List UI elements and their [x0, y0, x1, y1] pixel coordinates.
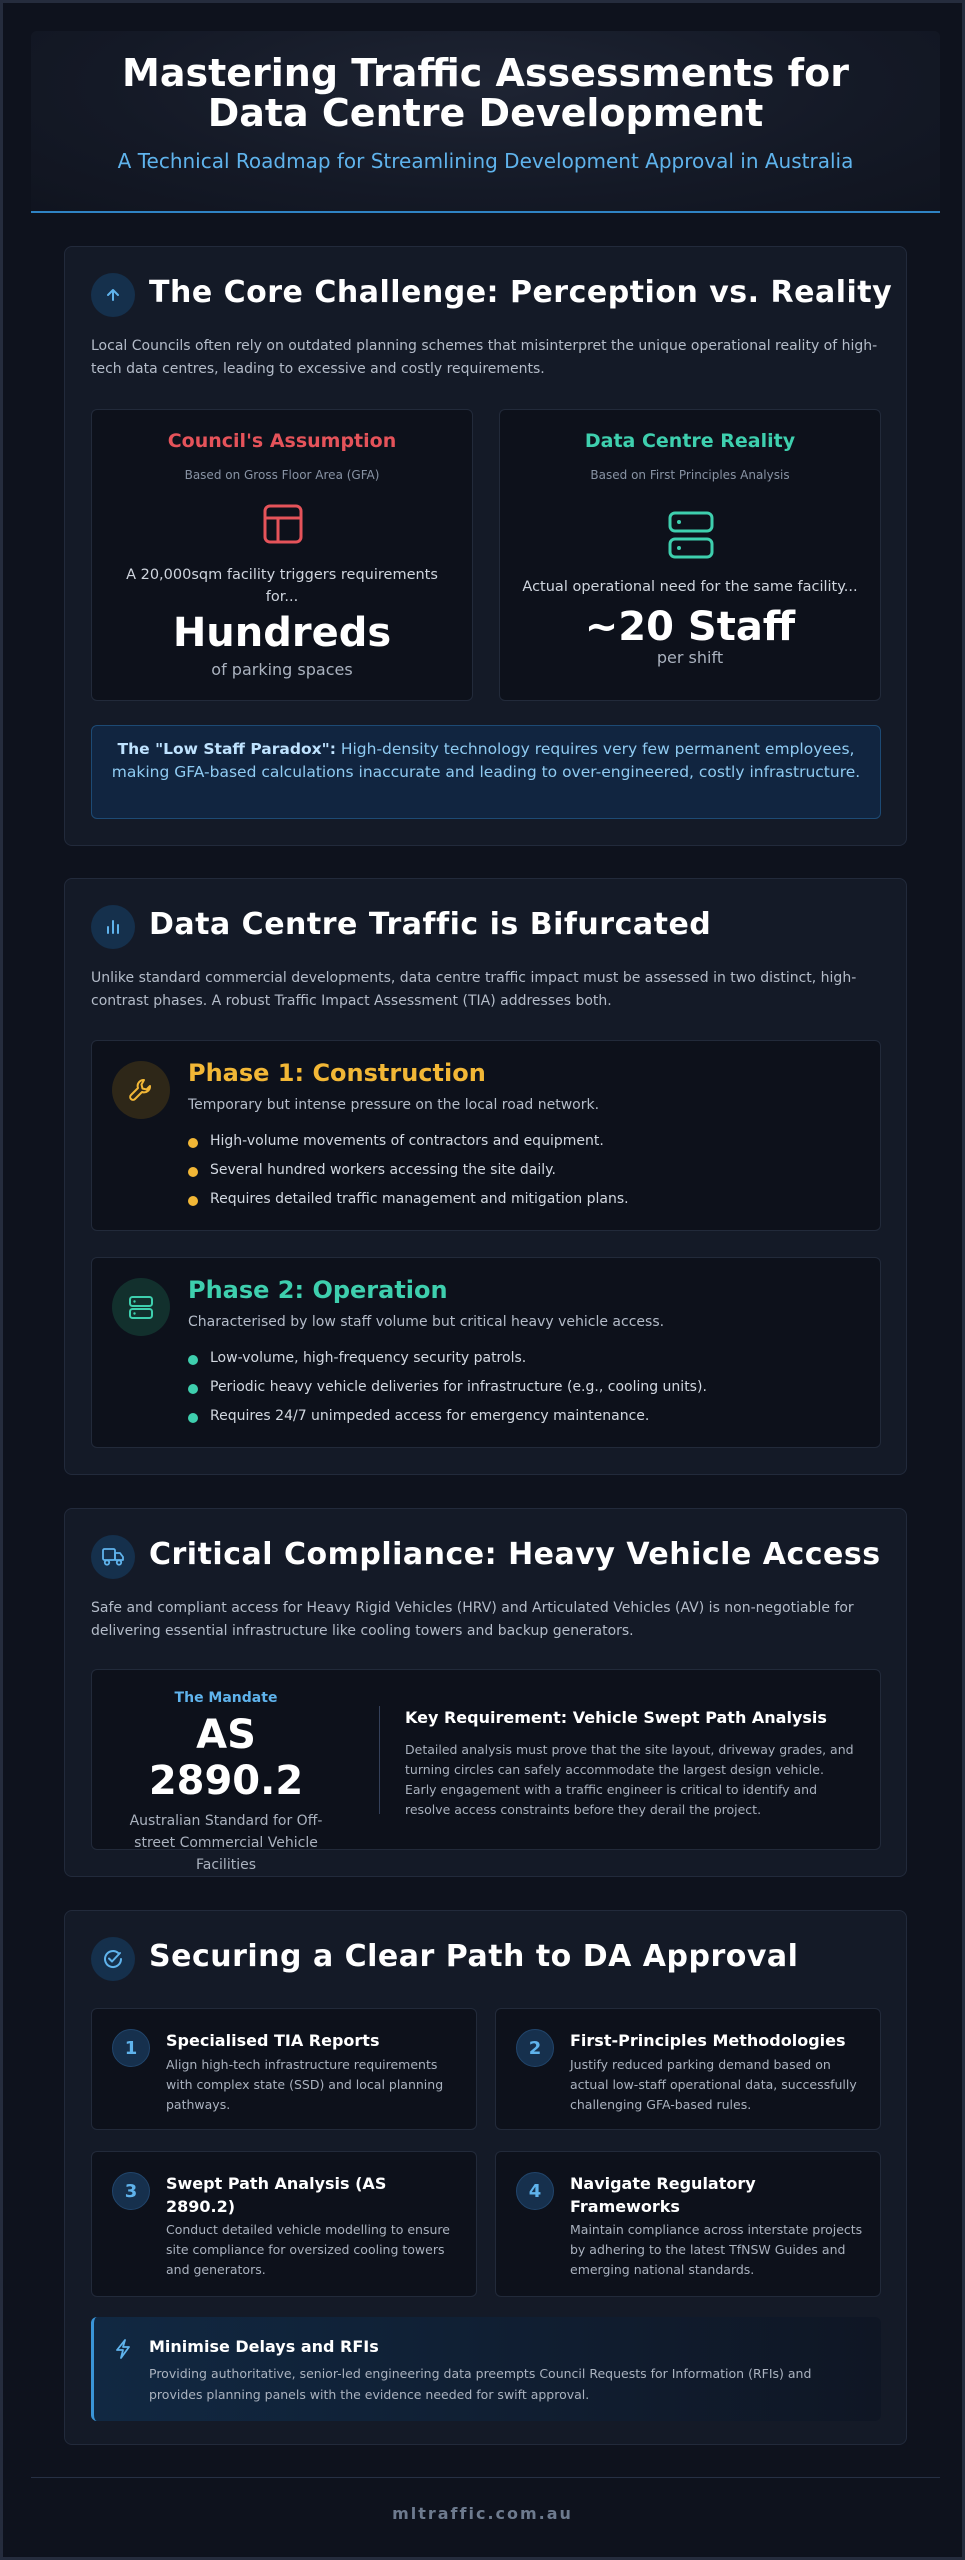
section-title: The Core Challenge: Perception vs. Reality [149, 275, 893, 310]
step-title: Swept Path Analysis (AS 2890.2) [166, 2174, 387, 2216]
section-core-challenge [64, 246, 907, 846]
footer-divider [31, 2477, 940, 2478]
phase-construction-card [91, 1040, 881, 1231]
hero-header [31, 31, 940, 213]
banner-title: Minimise Delays and RFIs [149, 2337, 379, 2356]
section-intro: Unlike standard commercial developments, data centre traffic impact must be assessed in two distinct, high-contrast phases. A robust Traffic Impact Assessment (TIA) addresses both. [91, 970, 857, 1009]
server-icon [112, 1278, 170, 1336]
step-number: 4 [516, 2172, 554, 2210]
mandate-label: The Mandate [174, 1690, 278, 1706]
low-staff-paradox-callout [91, 725, 881, 819]
section-intro: Safe and compliant access for Heavy Rigid Vehicles (HRV) and Articulated Vehicles (AV) is non-negotiable for delivering essential infrastructure like cooling towers and backup generators. [91, 1600, 854, 1639]
assumption-title: Council's Assumption [167, 430, 397, 452]
step-title: Navigate Regulatory Frameworks [570, 2174, 756, 2216]
phase-1-title: Phase 1: Construction [188, 1059, 486, 1087]
paradox-label: The "Low Staff Paradox": [117, 740, 336, 758]
step-number: 3 [112, 2172, 150, 2210]
list-item: Requires 24/7 unimpeded access for emergency maintenance. [188, 1402, 707, 1431]
step-number: 2 [516, 2029, 554, 2067]
bar-chart-icon [91, 905, 135, 949]
assumption-card [91, 409, 473, 701]
section-intro: Local Councils often rely on outdated planning schemes that misinterpret the unique operational reality of high-tech data centres, leading to excessive and costly requirements. [91, 338, 878, 377]
page-subtitle: A Technical Roadmap for Streamlining Development Approval in Australia [117, 149, 854, 173]
list-item: Requires detailed traffic management and mitigation plans. [188, 1185, 629, 1214]
minimise-delays-banner [91, 2317, 881, 2421]
assumption-unit: of parking spaces [211, 660, 353, 679]
phase-1-list [188, 1127, 629, 1214]
phase-2-list [188, 1344, 707, 1431]
mandate-block [112, 1690, 340, 1876]
key-requirement-text: Detailed analysis must prove that the site layout, driveway grades, and turning circles can safely accommodate the largest design vehicle. Early engagement with a traffic engineer is critical to identify and resolve access constraints before they derail the project. [405, 1742, 854, 1817]
step-description: Justify reduced parking demand based on actual low-staff operational data, successfully challenging GFA-based rules. [570, 2057, 857, 2112]
reality-text: Actual operational need for the same facility... [522, 579, 858, 595]
phase-2-subtitle: Characterised by low staff volume but critical heavy vehicle access. [188, 1314, 665, 1330]
section-heavy-vehicle-access [64, 1508, 907, 1877]
server-icon [667, 510, 715, 564]
lightning-icon [114, 2338, 132, 2364]
list-item: Several hundred workers accessing the site daily. [188, 1156, 629, 1185]
section-title: Securing a Clear Path to DA Approval [149, 1939, 799, 1974]
wrench-icon [112, 1061, 170, 1119]
reality-unit: per shift [656, 648, 724, 667]
step-description: Conduct detailed vehicle modelling to ensure site compliance for oversized cooling towers and generators. [166, 2222, 450, 2277]
step-card [495, 2151, 881, 2297]
arrow-up-icon [91, 273, 135, 317]
step-title: Specialised TIA Reports [166, 2031, 380, 2050]
paradox-text: High-density technology requires very few permanent employees, making GFA-based calculations inaccurate and leading to over-engineered, costly infrastructure. [111, 740, 861, 781]
standard-description: Australian Standard for Off-street Commercial Vehicle Facilities [129, 1813, 323, 1873]
reality-card [499, 409, 881, 701]
step-card [91, 2008, 477, 2130]
list-item: High-volume movements of contractors and equipment. [188, 1127, 629, 1156]
assumption-text: A 20,000sqm facility triggers requirements for... [126, 567, 438, 605]
section-title: Critical Compliance: Heavy Vehicle Access [149, 1537, 881, 1572]
section-traffic-bifurcated [64, 878, 907, 1475]
phase-2-title: Phase 2: Operation [188, 1276, 448, 1304]
list-item: Periodic heavy vehicle deliveries for infrastructure (e.g., cooling units). [188, 1373, 707, 1402]
layout-icon [262, 503, 304, 549]
step-description: Align high-tech infrastructure requirements with complex state (SSD) and local planning pathways. [166, 2057, 444, 2112]
reality-basis: Based on First Principles Analysis [590, 468, 790, 482]
check-circle-icon [91, 1937, 135, 1981]
phase-1-subtitle: Temporary but intense pressure on the local road network. [188, 1097, 600, 1113]
step-number: 1 [112, 2029, 150, 2067]
section-da-approval [64, 1910, 907, 2445]
mandate-card [91, 1669, 881, 1873]
standard-number: AS 2890.2 [148, 1712, 304, 1804]
step-description: Maintain compliance across interstate projects by adhering to the latest TfNSW Guides and emerging national standards. [570, 2222, 863, 2277]
phase-operation-card [91, 1257, 881, 1448]
page-title: Mastering Traffic Assessments for Data Centre Development [122, 51, 849, 135]
divider [379, 1706, 380, 1814]
step-card [91, 2151, 477, 2297]
assumption-value: Hundreds [172, 610, 392, 656]
banner-text: Providing authoritative, senior-led engineering data preempts Council Requests for Information (RFIs) and provides planning panels with the evidence needed for swift approval. [149, 2366, 812, 2402]
assumption-basis: Based on Gross Floor Area (GFA) [184, 468, 380, 482]
step-title: First-Principles Methodologies [570, 2031, 846, 2050]
reality-value: ~20 Staff [584, 604, 796, 650]
truck-icon [91, 1535, 135, 1579]
list-item: Low-volume, high-frequency security patrols. [188, 1344, 707, 1373]
footer-url: mltraffic.com.au [392, 2504, 573, 2523]
header-divider [31, 211, 940, 213]
reality-title: Data Centre Reality [584, 430, 796, 452]
key-requirement-title: Key Requirement: Vehicle Swept Path Analysis [405, 1708, 827, 1727]
step-card [495, 2008, 881, 2130]
section-title: Data Centre Traffic is Bifurcated [149, 907, 712, 942]
